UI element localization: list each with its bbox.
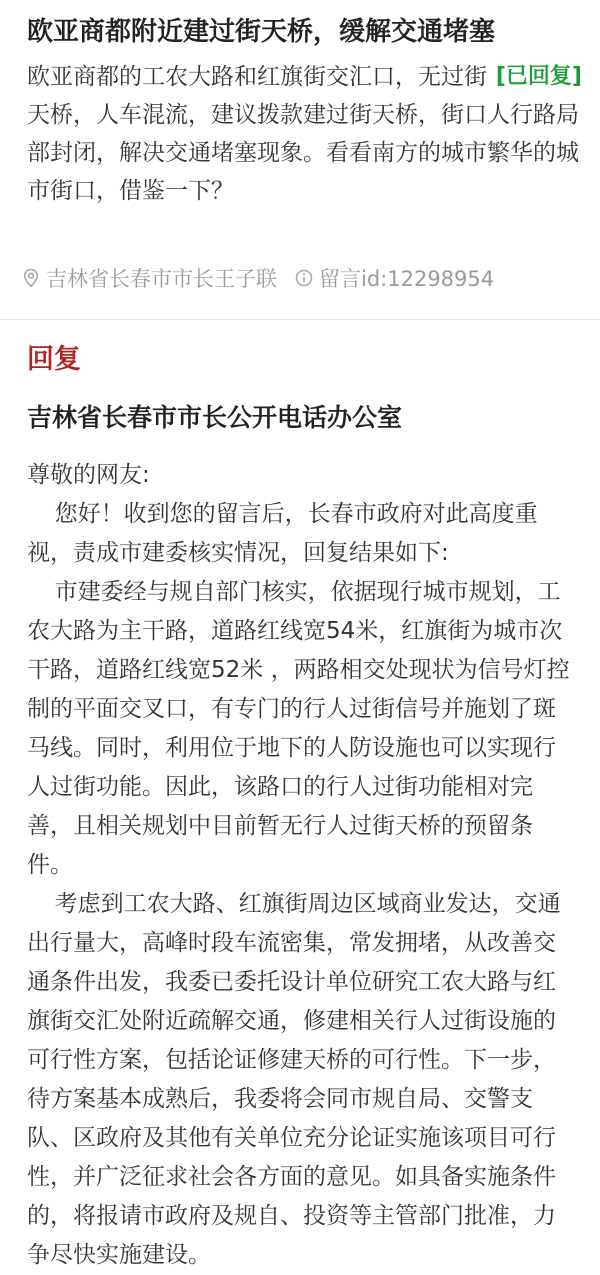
reply-paragraph: 市建委经与规自部门核实，依据现行城市规划，工农大路为主干路，道路红线宽54米，红旗街为城市次干路，道路红线宽52米 ，两路相交处现状为信号灯控制的平面交叉口，有专门的行人过街信号并施划了斑马线。同时，利用位于地下的人防设施也可以实现行人过街功能。因此，该路口的行人过街功能相对完善，且相关规划中目前暂无行人过街天桥的预留条件。	[27, 579, 570, 878]
question-title: 欧亚商都附近建过街天桥，缓解交通堵塞	[27, 17, 496, 47]
reply-label: 回复	[27, 344, 81, 375]
reply-paragraph: 您好！收到您的留言后，长春市政府对此高度重视，责成市建委核实情况，回复结果如下:	[27, 501, 538, 566]
question-body-container	[27, 58, 582, 210]
question-meta	[22, 260, 494, 296]
status-badge: [已回复]	[495, 64, 582, 89]
location-text: 吉林省长春市市长王子联	[46, 267, 277, 291]
reply-body	[27, 456, 572, 1275]
reply-org: 吉林省长春市市长公开电话办公室	[27, 403, 403, 432]
location-pin-icon	[22, 268, 40, 288]
message-id: 留言id:12298954	[319, 267, 495, 291]
question-body: 欧亚商都的工农大路和红旗街交汇口，无过街天桥，人车混流，建议拨款建过街天桥，街口人行路局部封闭，解决交通堵塞现象。看看南方的城市繁华的城市街口，借鉴一下？	[27, 64, 579, 204]
info-icon	[295, 269, 313, 287]
reply-greeting: 尊敬的网友:	[27, 462, 150, 488]
section-divider	[0, 319, 600, 320]
reply-paragraph: 考虑到工农大路、红旗街周边区域商业发达，交通出行量大，高峰时段车流密集，常发拥堵，从改善交通条件出发，我委已委托设计单位研究工农大路与红旗街交汇处附近疏解交通，修建相关行人过街设施的可行性方案，包括论证修建天桥的可行性。下一步，待方案基本成熟后，我委将会同市规自局、交警支队、区政府及其他有关单位充分论证实施该项目可行性，并广泛征求社会各方面的意见。如具备实施条件的，将报请市政府及规自、投资等主管部门批准，力争尽快实施建设。	[27, 891, 561, 1268]
